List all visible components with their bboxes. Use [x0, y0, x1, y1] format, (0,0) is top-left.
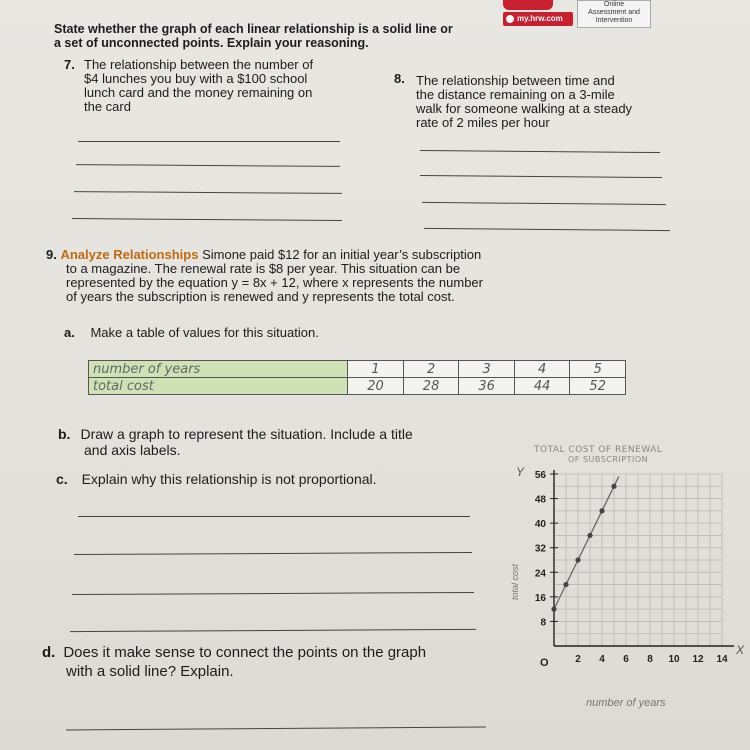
instructions-line: a set of unconnected points. Explain your reasoning.: [54, 36, 369, 50]
table-cell[interactable]: 36: [459, 378, 515, 395]
q8-line: walk for someone walking at a steady: [416, 101, 633, 116]
q7-line: The relationship between the number of: [84, 57, 314, 72]
series-line: [554, 476, 619, 609]
q9c: [56, 472, 377, 486]
y-axis-letter: Y: [516, 465, 525, 479]
x-tick-labels: [575, 654, 728, 665]
q9b-line: Draw a graph to represent the situation. Include a title: [80, 426, 413, 442]
y-tick-label: 56: [534, 470, 546, 481]
q9a: [64, 326, 319, 340]
q7-text: [84, 58, 354, 114]
table-cell[interactable]: 2: [403, 361, 459, 378]
x-axis-label: number of years: [586, 697, 666, 709]
q9d-answer-line[interactable]: [66, 727, 486, 731]
q9c-letter: c.: [56, 471, 68, 487]
q7-line: $4 lunches you buy with a $100 school: [84, 71, 308, 86]
q9-number: 9.: [46, 247, 57, 262]
graph-title-line: TOTAL COST OF RENEWAL: [534, 445, 663, 455]
globe-icon: [506, 15, 514, 23]
row-label-years: number of years: [89, 361, 348, 378]
q9c-text: Explain why this relationship is not proportional.: [81, 471, 377, 487]
q7-answer-line[interactable]: [74, 191, 342, 194]
values-table: [88, 360, 626, 395]
data-series: [551, 476, 618, 611]
q8-line: the distance remaining on a 3-mile: [416, 87, 615, 102]
q9c-answer-line[interactable]: [74, 552, 472, 555]
graph-title-line: OF SUBSCRIPTION: [568, 455, 649, 464]
instructions: [54, 22, 453, 50]
q8-answer-line[interactable]: [422, 202, 666, 205]
x-tick-label: 10: [668, 654, 680, 665]
row-label-cost: total cost: [89, 378, 348, 395]
y-tick-label: 24: [534, 568, 546, 580]
table-cell[interactable]: 3: [459, 361, 515, 378]
data-point: [563, 582, 568, 587]
x-tick-label: 14: [716, 654, 728, 665]
data-point: [587, 533, 592, 538]
q9-line: of years the subscription is renewed and y represents the total cost.: [66, 289, 455, 304]
q9-text: [46, 248, 566, 304]
q8-line: The relationship between time and: [416, 73, 615, 88]
q9-line: represented by the equation y = 8x + 12, where x represents the number: [66, 275, 483, 290]
table-cell[interactable]: 28: [403, 378, 459, 395]
table-row: [89, 361, 626, 378]
q9b-line: and axis labels.: [84, 442, 181, 458]
q7-answer-line[interactable]: [72, 218, 342, 221]
badge-line: Online: [603, 1, 625, 8]
badge-url[interactable]: [503, 12, 573, 26]
x-tick-label: 2: [575, 654, 581, 665]
table-cell[interactable]: 44: [514, 378, 570, 395]
y-tick-label: 40: [534, 519, 546, 531]
q9a-letter: a.: [64, 325, 75, 340]
q9a-text: Make a table of values for this situation.: [90, 325, 319, 340]
x-axis-letter: X: [736, 643, 745, 657]
q7-number: 7.: [64, 57, 75, 72]
q9d-line: Does it make sense to connect the points on the graph: [63, 644, 427, 661]
graph-axes: [554, 470, 734, 646]
q7-line: lunch card and the money remaining on: [84, 85, 313, 100]
q9c-answer-line[interactable]: [72, 592, 474, 595]
x-tick-label: 4: [599, 654, 605, 665]
instructions-line: State whether the graph of each linear relationship is a solid line or: [54, 22, 453, 36]
x-tick-label: 8: [647, 654, 653, 665]
badge-line: Assessment and: [588, 9, 640, 16]
q9c-answer-line[interactable]: [70, 629, 476, 632]
data-point: [611, 484, 616, 489]
badge-line: Intervention: [595, 17, 633, 24]
table-cell[interactable]: 52: [570, 378, 626, 395]
y-tick-label: 8: [540, 617, 546, 629]
origin-label: O: [540, 657, 549, 669]
badge-url-text: my.hrw.com: [517, 14, 563, 23]
data-point: [575, 557, 580, 562]
q9b: [58, 426, 413, 458]
q7-answer-line[interactable]: [76, 164, 340, 167]
table-cell[interactable]: 4: [514, 361, 570, 378]
online-badge: [503, 0, 649, 28]
x-tick-label: 6: [623, 654, 629, 665]
y-tick-label: 32: [534, 543, 546, 555]
q9-line: to a magazine. The renewal rate is $8 per year. This situation can be: [66, 261, 461, 276]
subscription-graph: [490, 430, 750, 720]
data-point: [551, 607, 556, 612]
data-point: [599, 508, 604, 513]
q9d-line: with a solid line? Explain.: [66, 663, 234, 680]
table-cell[interactable]: 5: [570, 361, 626, 378]
q7-answer-line[interactable]: [78, 141, 340, 142]
q9c-answer-line[interactable]: [78, 516, 470, 517]
y-tick-label: 16: [534, 592, 546, 604]
table-cell[interactable]: 1: [348, 361, 404, 378]
y-axis-label: total cost: [510, 563, 520, 600]
badge-box: [577, 0, 651, 28]
q7-line: the card: [84, 99, 131, 114]
q9b-letter: b.: [58, 426, 71, 442]
q8-answer-line[interactable]: [420, 175, 662, 178]
table-cell[interactable]: 20: [348, 378, 404, 395]
q9-heading: Analyze Relationships: [60, 247, 199, 262]
x-tick-label: 12: [692, 654, 704, 665]
q8-text: [416, 74, 656, 130]
q8-answer-line[interactable]: [420, 150, 660, 153]
q8-answer-line[interactable]: [424, 228, 670, 231]
q9-line: Simone paid $12 for an initial year’s subscription: [202, 247, 482, 262]
q9d: [42, 643, 426, 681]
y-tick-label: 48: [534, 494, 546, 506]
q9d-letter: d.: [42, 644, 56, 661]
table-row: [89, 378, 626, 395]
q8-number: 8.: [394, 71, 405, 86]
q8-line: rate of 2 miles per hour: [416, 115, 550, 130]
